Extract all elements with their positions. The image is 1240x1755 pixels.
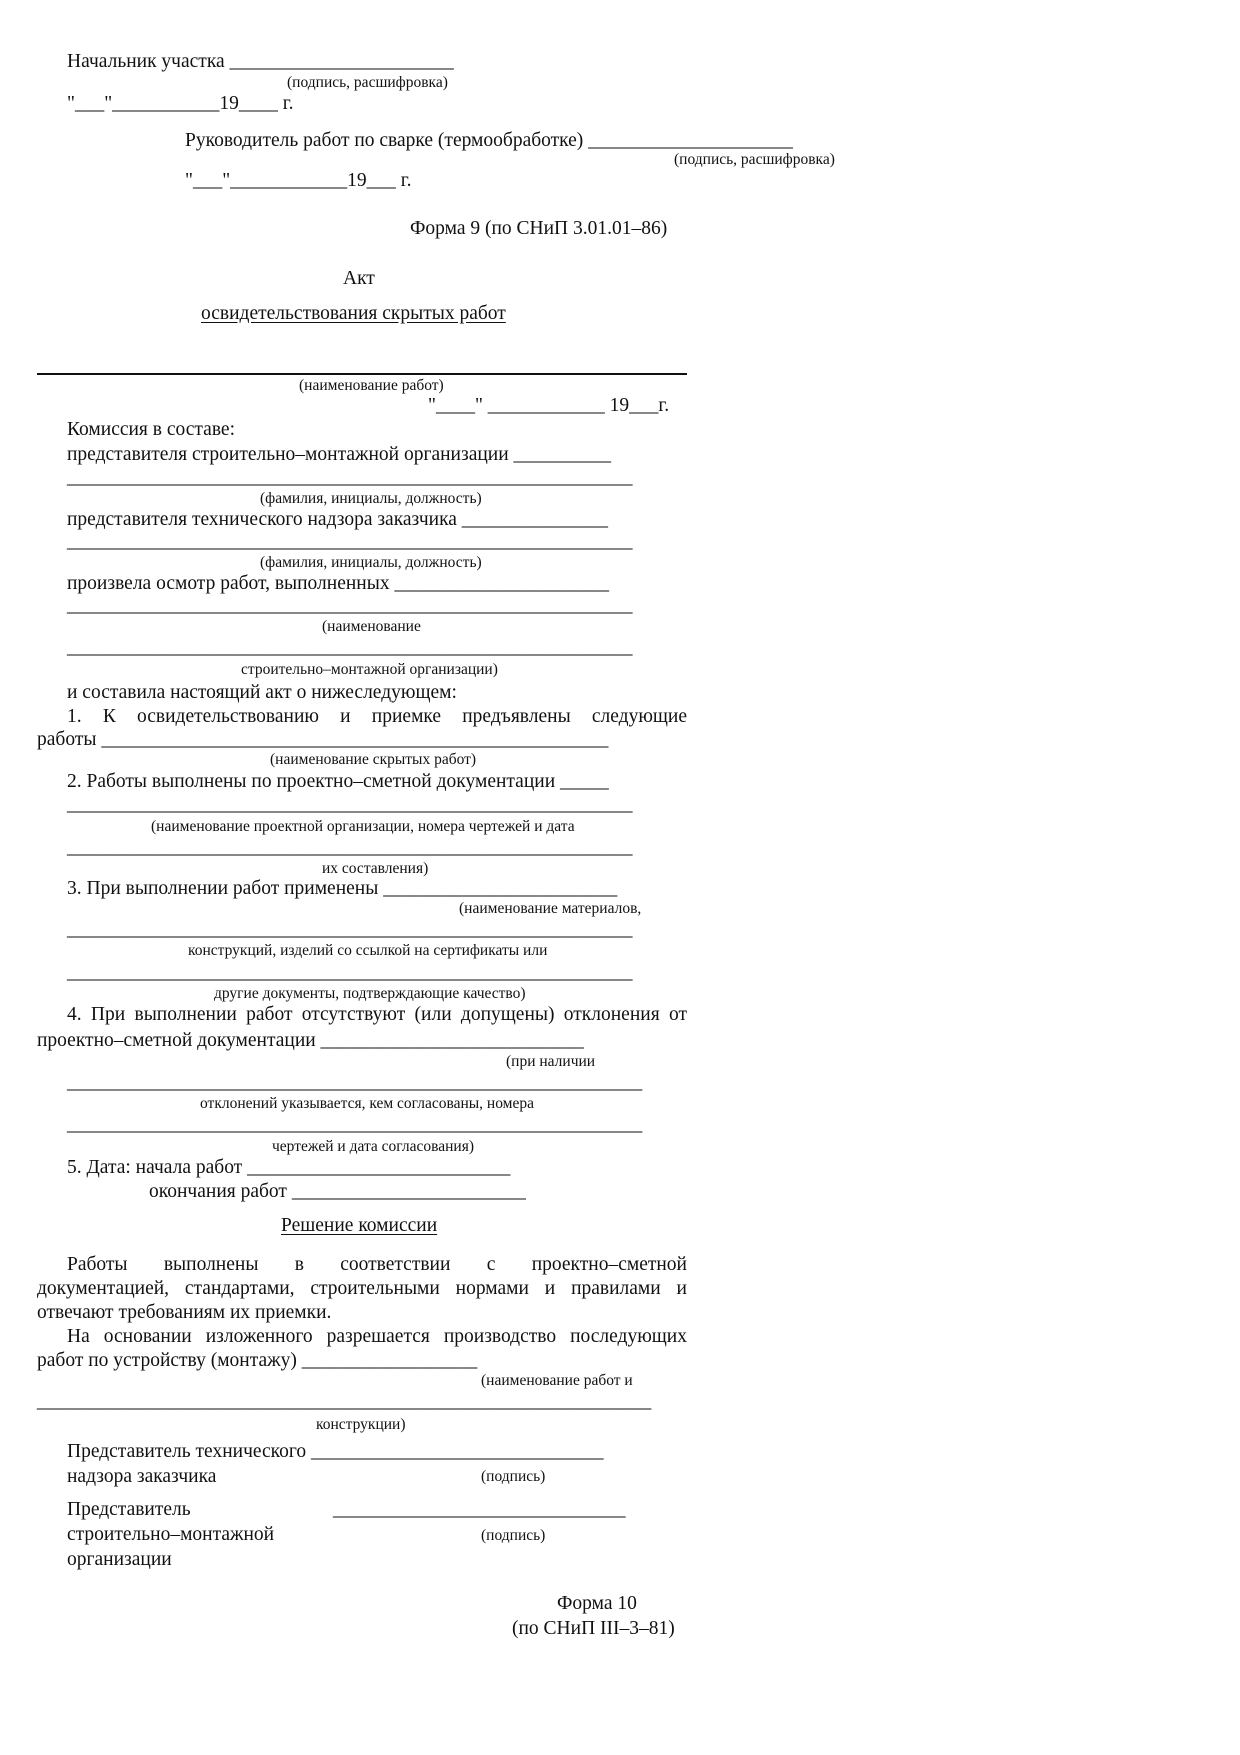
fio-note: (фамилия, инициалы, должность) (260, 490, 482, 507)
chief-date-line: "___"___________19____ г. (67, 93, 294, 114)
welding-signature-note: (подпись, расшифровка) (674, 151, 835, 168)
act-date-line: "____" ____________ 19___г. (428, 395, 670, 416)
composed-line: и составила настоящий акт о нижеследующем: (67, 682, 457, 703)
welding-signature-line: Руководитель работ по сварке (термообработке) _____________________ (185, 130, 793, 151)
inspected-works-line: произвела осмотр работ, выполненных ______________________ (67, 573, 609, 594)
blank-line: __________________________________________________________ (67, 794, 633, 815)
act-title: Акт (343, 268, 375, 289)
item4-doc-line: проектно–сметной документации ___________________________ (37, 1030, 584, 1051)
quality-docs-note: другие документы, подтверждающие качество) (214, 985, 526, 1002)
blank-line: __________________________________________________________ (67, 919, 633, 940)
blank-line: ___________________________________________________________ (67, 1072, 643, 1093)
presence-note: (при наличии (506, 1053, 596, 1070)
chief-signature-note: (подпись, расшифровка) (287, 74, 448, 91)
deviations-note: отклонений указывается, кем согласованы, номера (200, 1095, 534, 1112)
drawings-note: чертежей и дата согласования) (272, 1138, 474, 1155)
form10-label: Форма 10 (557, 1593, 637, 1614)
construct-note: конструкции) (316, 1416, 406, 1433)
certificates-note: конструкций, изделий со ссылкой на сертификаты или (188, 942, 548, 959)
item4-text: 4. При выполнении работ отсутствуют (или допущены) отклонения от (67, 1004, 687, 1025)
signature-note: (подпись) (481, 1527, 546, 1544)
blank-line: __________________________________________________________ (67, 637, 633, 658)
smo-signature-line: ______________________________ (333, 1499, 626, 1520)
org-name-note: (наименование (322, 618, 421, 635)
decision-para1: документацией, стандартами, строительными нормами и правилами и (37, 1278, 687, 1299)
decision-para2: На основании изложенного разрешается производство последующих (67, 1326, 687, 1347)
works-name-line (37, 373, 687, 375)
chief-signature-line: Начальник участка _______________________ (67, 51, 454, 72)
materials-note: (наименование материалов, (459, 900, 642, 917)
form9-label: Форма 9 (по СНиП 3.01.01–86) (410, 218, 668, 239)
item3-line: 3. При выполнении работ применены ________________________ (67, 878, 618, 899)
project-org-note: (наименование проектной организации, номера чертежей и дата (151, 818, 575, 835)
blank-line: _______________________________________________________________ (37, 1391, 652, 1412)
blank-line: __________________________________________________________ (67, 531, 633, 552)
works-name-note: (наименование работ) (299, 377, 444, 394)
decision-para1: Работы выполнены в соответствии с проектно–сметной (67, 1254, 687, 1275)
hidden-works-note: (наименование скрытых работ) (270, 751, 477, 768)
end-date-line: окончания работ ________________________ (149, 1181, 526, 1202)
tech-supervision-label: надзора заказчика (67, 1466, 217, 1487)
item1-works-line: работы ____________________________________________________ (37, 729, 609, 750)
blank-line: __________________________________________________________ (67, 467, 633, 488)
smo-representative-line: представителя строительно–монтажной организации __________ (67, 444, 612, 465)
blank-line: ___________________________________________________________ (67, 1114, 643, 1135)
commission-heading: Комиссия в составе: (67, 419, 235, 440)
decision-title: Решение комиссии (281, 1215, 438, 1236)
fio-note: (фамилия, инициалы, должность) (260, 554, 482, 571)
org-name-note-cont: строительно–монтажной организации) (241, 661, 498, 678)
tech-supervision-signature: Представитель технического ______________________________ (67, 1441, 604, 1462)
blank-line: __________________________________________________________ (67, 837, 633, 858)
blank-line: __________________________________________________________ (67, 595, 633, 616)
start-date-line: 5. Дата: начала работ ___________________________ (67, 1157, 511, 1178)
item1-text: 1. К освидетельствованию и приемке предъявлены следующие (67, 706, 687, 727)
decision-para1: отвечают требованиям их приемки. (37, 1302, 332, 1323)
smo-signature-label: организации (67, 1549, 172, 1570)
compile-date-note: их составления) (322, 860, 429, 877)
welding-date-line: "___"____________19___ г. (185, 170, 412, 191)
item2-line: 2. Работы выполнены по проектно–сметной документации _____ (67, 771, 609, 792)
decision-para2: работ по устройству (монтажу) __________________ (37, 1350, 478, 1371)
smo-signature-label: строительно–монтажной (67, 1524, 275, 1545)
works-construct-note: (наименование работ и (481, 1372, 633, 1389)
smo-signature-label: Представитель (67, 1499, 191, 1520)
tech-supervision-line: представителя технического надзора заказчика _______________ (67, 509, 609, 530)
form10-standard: (по СНиП III–3–81) (512, 1618, 675, 1639)
blank-line: __________________________________________________________ (67, 962, 633, 983)
act-subtitle: освидетельствования скрытых работ (201, 303, 506, 324)
signature-note: (подпись) (481, 1468, 546, 1485)
